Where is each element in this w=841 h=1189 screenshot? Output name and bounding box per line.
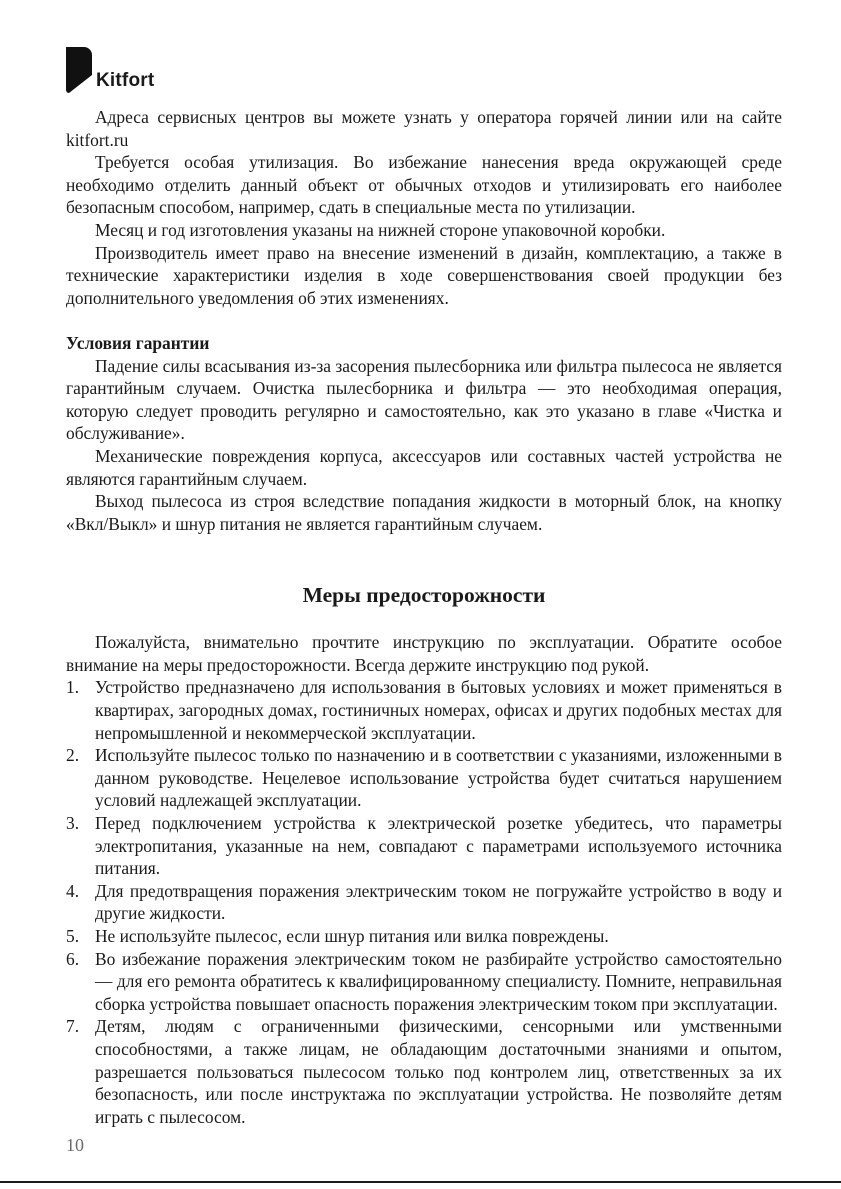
list-item-text: Для предотвращения поражения электрическим током не погружайте устройство в воду и другие жидкости.: [95, 880, 782, 924]
list-item-text: Детям, людям с ограниченными физическими, сенсорными или умственными способностями, а также лицам, не обладающим достаточными знаниями и опытом, разрешается пользоваться пылесосом только под контролем лиц, ответственных за их безопасность, или после инструктажа по эксплуатации устройства. Не позволяйте детям играть с пылесосом.: [95, 1016, 782, 1127]
bottom-divider: [0, 1181, 841, 1183]
warranty-heading: Условия гарантии: [66, 332, 210, 353]
list-item: [66, 1015, 782, 1128]
intro-paragraph-1: Адреса сервисных центров вы можете узнать у оператора горячей линии или на сайте kitfort.ru: [66, 107, 782, 150]
list-item-number: 1.: [66, 677, 80, 698]
kitfort-logo-icon: [66, 47, 92, 93]
warranty-paragraph-2: Механические повреждения корпуса, аксессуаров или составных частей устройства не являются гарантийным случаем.: [66, 445, 782, 489]
list-item-number: 6.: [66, 948, 80, 969]
list-item-number: 5.: [66, 926, 80, 946]
warranty-paragraph-3: Выход пылесоса из строя вследствие попадания жидкости в моторный блок, на кнопку «Вкл/Выкл» и шнур питания не является гарантийным случаем.: [66, 491, 782, 534]
list-item-text: Устройство предназначено для использования в бытовых условиях и может применяться в квартирах, загородных домах, гостиничных номерах, офисах и других подобных местах для непромышленной и некоммерческой эксплуатации.: [95, 677, 782, 743]
spacer: [66, 309, 782, 332]
intro-paragraph-2: Требуется особая утилизация. Во избежание нанесения вреда окружающей среде необходимо отделить данный объект от обычных отходов и утилизировать его наиболее безопасным способом, например, сдать в специальные места по утилизации.: [66, 152, 782, 218]
warranty-paragraph-1: Падение силы всасывания из-за засорения пылесборника или фильтра пылесоса не является гарантийным случаем. Очистка пылесборника и фильтра — это необходимая операция, которую следует проводить регулярно и самостоятельно, как это указано в главе «Чистка и обслуживание».: [66, 355, 782, 444]
precautions-list: [66, 676, 782, 1128]
list-item: [66, 744, 782, 812]
precautions-title: Меры предосторожности: [302, 583, 546, 608]
list-item-text: Перед подключением устройства к электрической розетке убедитесь, что параметры электропитания, указанные на нем, совпадают с параметрами используемого источника питания.: [95, 813, 782, 879]
precautions-intro: Пожалуйста, внимательно прочтите инструкцию по эксплуатации. Обратите особое внимание на меры предосторожности. Всегда держите инструкцию под рукой.: [66, 632, 782, 675]
page-content: [66, 106, 782, 1128]
list-item-number: 2.: [66, 745, 80, 766]
kitfort-logo: [66, 47, 154, 93]
list-item: [66, 925, 782, 948]
intro-paragraph-4: Производитель имеет право на внесение изменений в дизайн, комплектацию, а также в технические характеристики изделия в ходе совершенствования своей продукции без дополнительного уведомления об этих изменениях.: [66, 242, 782, 308]
page-number: 10: [66, 1135, 84, 1155]
list-item-text: Не используйте пылесос, если шнур питания или вилка повреждены.: [95, 926, 609, 946]
list-item: [66, 812, 782, 880]
intro-paragraph-3: Месяц и год изготовления указаны на нижней стороне упаковочной коробки.: [95, 219, 666, 240]
list-item-number: 4.: [66, 880, 80, 901]
list-item: [66, 948, 782, 1016]
list-item-text: Во избежание поражения электрическим током не разбирайте устройство самостоятельно — для его ремонта обратитесь к квалифицированному специалисту. Помните, неправильная сборка устройства повышает опасность поражения электрическим током при эксплуатации.: [95, 948, 782, 1014]
list-item-text: Используйте пылесос только по назначению и в соответствии с указаниями, изложенными в данном руководстве. Нецелевое использование устройства будет считаться нарушением условий надлежащей эксплуатации.: [95, 745, 782, 811]
list-item-number: 3.: [66, 813, 80, 834]
list-item: [66, 676, 782, 744]
brand-name: Kitfort: [96, 70, 155, 91]
list-item: [66, 880, 782, 925]
list-item-number: 7.: [66, 1016, 80, 1037]
